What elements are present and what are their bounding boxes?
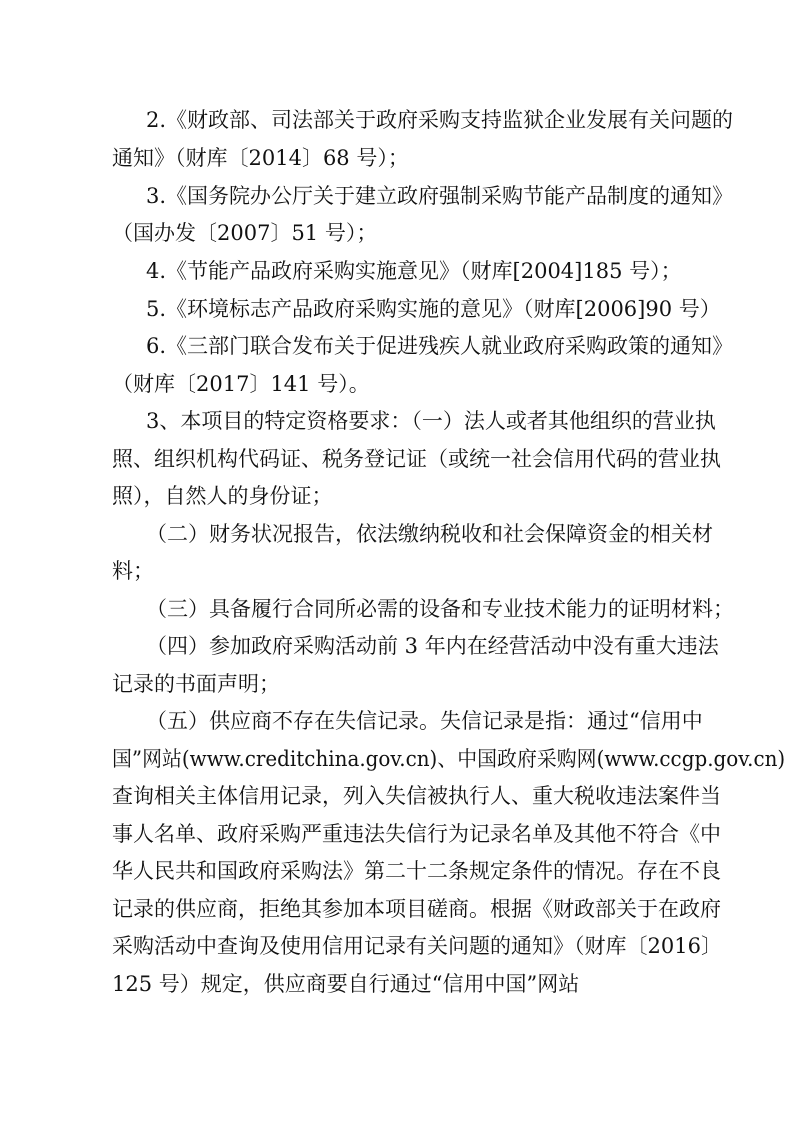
text-line: 照），自然人的身份证； (112, 484, 333, 508)
text-line: 查询相关主体信用记录，列入失信被执行人、重大税收违法案件当 (112, 784, 721, 808)
text-line: 华人民共和国政府采购法》第二十二条规定条件的情况。存在不良 (112, 859, 721, 883)
text-line: 3、本项目的特定资格要求：（一）法人或者其他组织的营业执 (146, 409, 716, 433)
text-line: （二）财务状况报告，依法缴纳税收和社会保障资金的相关材 (146, 522, 713, 546)
text-line: （财库〔2017〕141 号）。 (112, 372, 370, 396)
text-line: 记录的供应商，拒绝其参加本项目磋商。根据《财政部关于在政府 (112, 897, 721, 921)
text-line: 采购活动中查询及使用信用记录有关问题的通知》（财库〔2016〕 (112, 934, 722, 958)
text-line: 3.《国务院办公厅关于建立政府强制采购节能产品制度的通知》 (146, 184, 734, 208)
text-line: 记录的书面声明； (112, 672, 280, 696)
text-line: （五）供应商不存在失信记录。失信记录是指：通过“信用中 (146, 709, 703, 733)
text-line: 通知》（财库〔2014〕68 号）； (112, 146, 409, 170)
text-line: （国办发〔2007〕51 号）； (112, 221, 378, 245)
text-line: 照、组织机构代码证、税务登记证（或统一社会信用代码的营业执 (112, 447, 721, 471)
text-line: （三）具备履行合同所必需的设备和专业技术能力的证明材料； (146, 597, 734, 621)
text-line: 事人名单、政府采购严重违法失信行为记录名单及其他不符合《中 (112, 822, 721, 846)
text-line: 6.《三部门联合发布关于促进残疾人就业政府采购政策的通知》 (146, 334, 734, 358)
text-line: 料； (112, 559, 154, 583)
text-line: 5.《环境标志产品政府采购实施的意见》（财库[2006]90 号） (146, 297, 721, 321)
text-line: （四）参加政府采购活动前 3 年内在经营活动中没有重大违法 (146, 634, 719, 658)
text-line: 125 号）规定，供应商要自行通过“信用中国”网站 (112, 972, 580, 996)
text-line: 国”网站(www.creditchina.gov.cn)、中国政府采购网(www.ccgp.gov.cn) (112, 747, 786, 771)
text-line: 2.《财政部、司法部关于政府采购支持监狱企业发展有关问题的 (146, 108, 734, 132)
text-line: 4.《节能产品政府采购实施意见》（财库[2004]185 号）； (146, 259, 682, 283)
